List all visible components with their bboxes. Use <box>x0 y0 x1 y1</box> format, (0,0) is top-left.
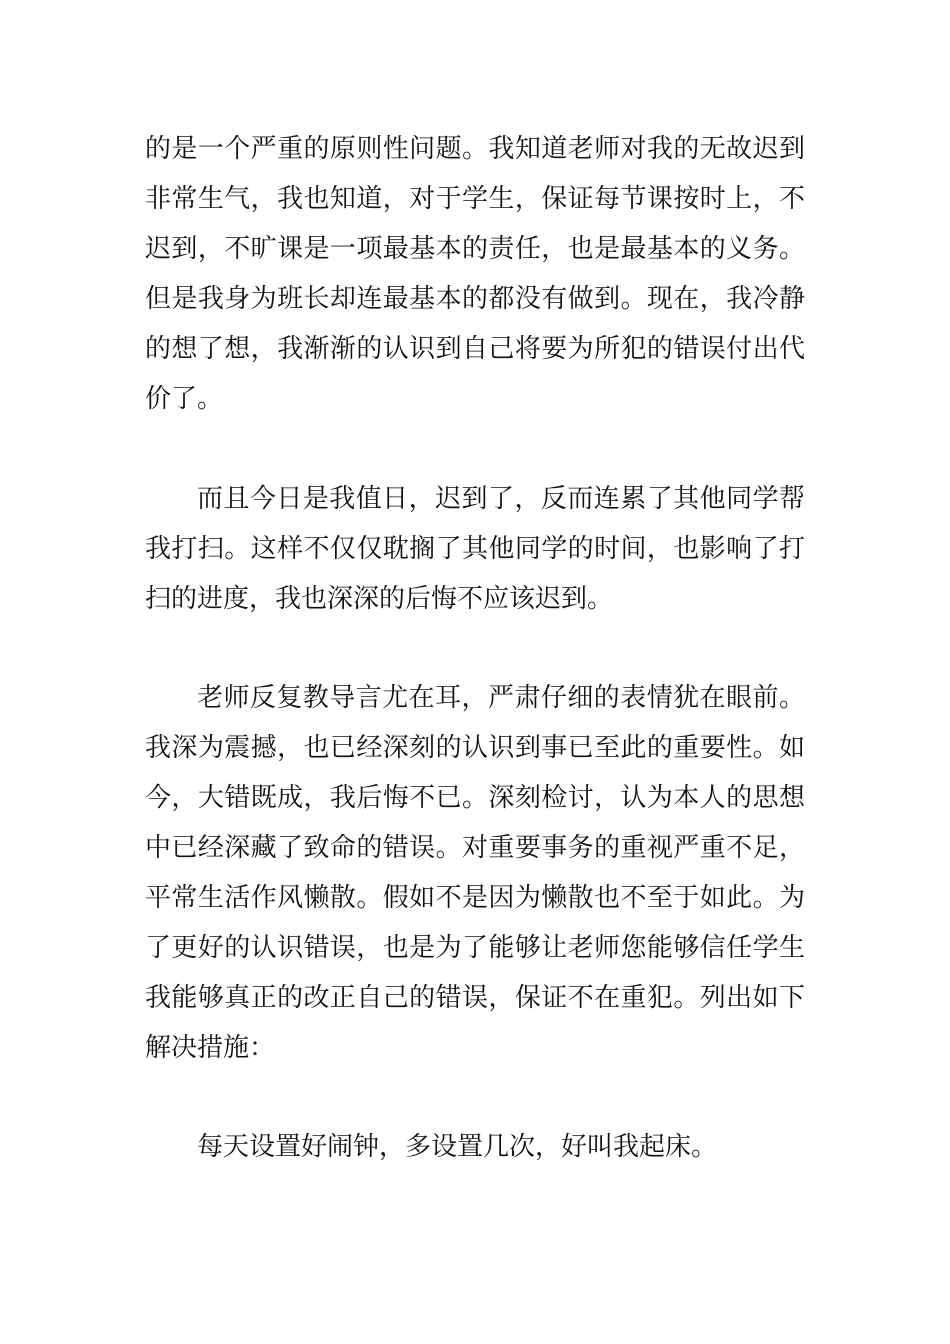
text-line: 我能够真正的改正自己的错误，保证不在重犯。列出如下 <box>145 983 805 1013</box>
text-line: 解决措施： <box>145 1033 276 1063</box>
text-line: 迟到，不旷课是一项最基本的责任，也是最基本的义务。 <box>145 234 805 264</box>
text-line: 的想了想，我渐渐的认识到自己将要为所犯的错误付出代 <box>145 334 805 364</box>
text-line: 今，大错既成，我后悔不已。深刻检讨，认为本人的思想 <box>145 783 805 813</box>
text-line: 我深为震撼，也已经深刻的认识到事已至此的重要性。如 <box>145 733 805 763</box>
text-line: 扫的进度，我也深深的后悔不应该迟到。 <box>145 584 614 614</box>
text-line: 而且今日是我值日，迟到了，反而连累了其他同学帮 <box>197 484 805 514</box>
text-line: 中已经深藏了致命的错误。对重要事务的重视严重不足， <box>145 833 805 863</box>
paragraph-1 <box>145 124 805 424</box>
paragraph-3 <box>145 673 805 1073</box>
text-line: 的是一个严重的原则性问题。我知道老师对我的无故迟到 <box>145 134 805 164</box>
text-line: 平常生活作风懒散。假如不是因为懒散也不至于如此。为 <box>145 883 805 913</box>
paragraph-2 <box>145 474 805 624</box>
text-line: 但是我身为班长却连最基本的都没有做到。现在，我冷静 <box>145 284 805 314</box>
text-line: 价了。 <box>145 384 224 414</box>
text-line: 我打扫。这样不仅仅耽搁了其他同学的时间，也影响了打 <box>145 534 805 564</box>
text-line: 了更好的认识错误，也是为了能够让老师您能够信任学生 <box>145 933 805 963</box>
paragraph-4 <box>145 1122 805 1172</box>
text-line: 每天设置好闹钟，多设置几次，好叫我起床。 <box>197 1132 718 1162</box>
text-line: 老师反复教导言尤在耳，严肃仔细的表情犹在眼前。 <box>197 683 805 713</box>
text-line: 非常生气，我也知道，对于学生，保证每节课按时上，不 <box>145 184 805 214</box>
